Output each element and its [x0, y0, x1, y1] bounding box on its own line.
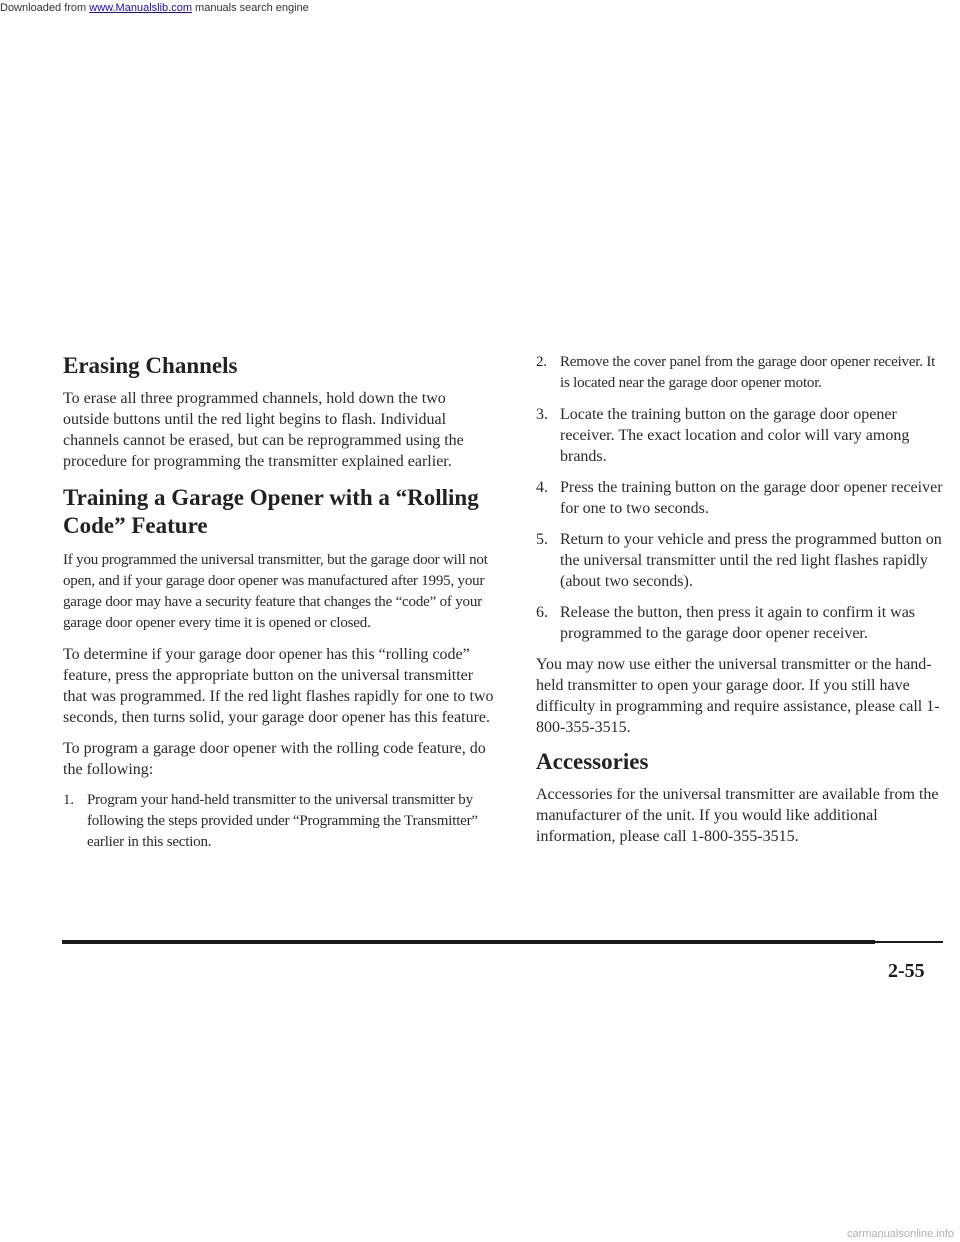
- step-5: [536, 529, 946, 592]
- step-text: Release the button, then press it again to confirm it was programmed to the garage door opener receiver.: [560, 604, 916, 642]
- training-paragraph-3: To program a garage door opener with the rolling code feature, do the following:: [63, 740, 486, 778]
- after-steps-paragraph: You may now use either the universal transmitter or the hand-held transmitter to open your garage door. If you still have difficulty in programming and require assistance, please call 1-800-355-3515.: [536, 656, 940, 736]
- step-6: [536, 602, 946, 644]
- step-text: Program your hand-held transmitter to the universal transmitter by following the steps provided under “Programming the Transmitter” earlier in this section.: [87, 792, 478, 850]
- step-number: 4.: [536, 479, 548, 496]
- banner-suffix: manuals search engine: [191, 2, 309, 14]
- step-text: Press the training button on the garage door opener receiver for one to two seconds.: [560, 479, 943, 517]
- download-banner: [0, 2, 309, 14]
- watermark-text: carmanualsonline.info: [846, 1228, 954, 1240]
- banner-prefix: Downloaded from: [0, 2, 90, 14]
- left-column: [63, 352, 495, 863]
- step-number: 3.: [536, 406, 548, 423]
- step-text: Remove the cover panel from the garage door opener receiver. It is located near the garage door opener motor.: [560, 354, 936, 391]
- footer-rule-end: [875, 941, 943, 943]
- step-1: [63, 790, 495, 853]
- erasing-channels-heading: Erasing Channels: [63, 353, 238, 378]
- footer-rule: [62, 940, 875, 944]
- training-garage-opener-heading: Training a Garage Opener with a “Rolling Code” Feature: [63, 485, 479, 538]
- accessories-paragraph: Accessories for the universal transmitter are available from the manufacturer of the unit. If you would like additional information, please call 1-800-355-3515.: [536, 786, 939, 845]
- step-3: [536, 404, 946, 467]
- step-number: 2.: [536, 354, 547, 370]
- training-paragraph-2: To determine if your garage door opener has this “rolling code” feature, press the appropriate button on the universal transmitter that was programmed. If the red light flashes rapidly for one to two seconds, then turns solid, your garage door opener has this feature.: [63, 646, 494, 726]
- erasing-channels-paragraph: To erase all three programmed channels, hold down the two outside buttons until the red light begins to flash. Individual channels cannot be erased, but can be reprogrammed using the procedure for programming the transmitter explained earlier.: [63, 390, 464, 470]
- step-number: 6.: [536, 604, 548, 621]
- step-text: Locate the training button on the garage door opener receiver. The exact location and color will vary among brands.: [560, 406, 910, 465]
- accessories-heading: Accessories: [536, 749, 649, 774]
- step-number: 1.: [63, 792, 74, 808]
- step-text: Return to your vehicle and press the programmed button on the universal transmitter until the red light flashes rapidly (about two seconds).: [560, 531, 942, 590]
- training-paragraph-1: If you programmed the universal transmitter, but the garage door will not open, and if your garage door opener was manufactured after 1995, your garage door may have a security feature that changes the “code” of your garage door opener every time it is opened or closed.: [63, 552, 488, 631]
- step-4: [536, 477, 946, 519]
- manualslib-link[interactable]: www.Manualslib.com: [89, 2, 192, 14]
- step-2: [536, 352, 946, 394]
- page-number: 2-55: [888, 960, 925, 982]
- step-number: 5.: [536, 531, 548, 548]
- right-column: [536, 352, 946, 857]
